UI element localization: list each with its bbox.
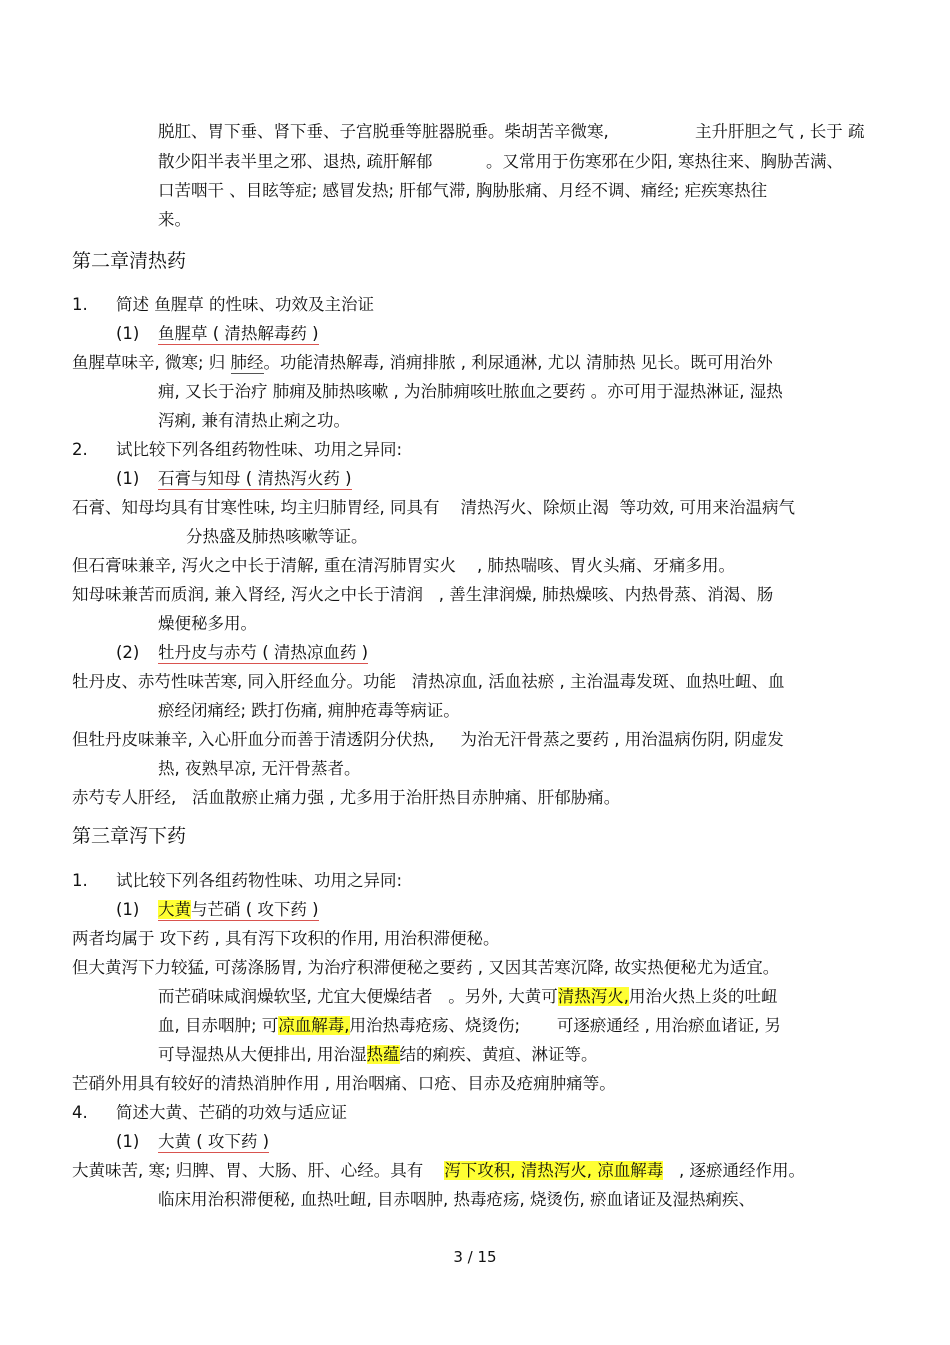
sub-heading: 大黄与芒硝 ( 攻下药 ) <box>158 900 319 919</box>
text-line: 血, 目赤咽肿; 可凉血解毒,用治热毒疮疡、烧烫伤; 可逐瘀通经 , 用治瘀血诸证, 另 <box>158 1016 782 1035</box>
sub-number: (1) <box>116 469 140 488</box>
text-line: 燥便秘多用。 <box>158 614 257 633</box>
question-text: 试比较下列各组药物性味、功用之异同: <box>116 440 403 459</box>
question-number: 4. <box>72 1103 88 1122</box>
text-line: 牡丹皮、赤芍性味苦寒, 同入肝经血分。功能 清热凉血, 活血祛瘀 , 主治温毒发斑、血热吐衄、血 <box>72 672 785 691</box>
text-line: 鱼腥草味辛, 微寒; 归 肺经。功能清热解毒, 消痈排脓 , 利尿通淋, 尤以 清肺热 见长。既可用治外 <box>72 353 773 372</box>
text-line: 可导湿热从大便排出, 用治湿热蕴结的痢疾、黄疸、淋证等。 <box>158 1045 598 1064</box>
sub-heading: 大黄 ( 攻下药 ) <box>158 1132 270 1151</box>
sub-number: (1) <box>116 900 140 919</box>
text-line: 而芒硝味咸润燥软坚, 尤宜大便燥结者 。另外, 大黄可清热泻火,用治火热上炎的吐衄 <box>158 987 778 1006</box>
text-line: 但牡丹皮味兼辛, 入心肝血分而善于清透阴分伏热, 为治无汗骨蒸之要药 , 用治温病伤阴, 阴虚发 <box>72 730 784 749</box>
text-line: 芒硝外用具有较好的清热消肿作用 , 用治咽痛、口疮、目赤及疮痈肿痛等。 <box>72 1074 616 1093</box>
text-line: 脱肛、胃下垂、肾下垂、子宫脱垂等脏器脱垂。柴胡苦辛微寒, <box>158 122 609 141</box>
text-line: 但石膏味兼辛, 泻火之中长于清解, 重在清泻肺胃实火 , 肺热喘咳、胃火头痛、牙痛多用。 <box>72 556 735 575</box>
text-line: 临床用治积滞便秘, 血热吐衄, 目赤咽肿, 热毒疮疡, 烧烫伤, 瘀血诸证及湿热痢疾、 <box>158 1190 755 1209</box>
question-text: 试比较下列各组药物性味、功用之异同: <box>116 871 403 890</box>
sub-heading: 鱼腥草 ( 清热解毒药 ) <box>158 324 319 343</box>
text-line: 赤芍专人肝经, 活血散瘀止痛力强 , 尤多用于治肝热目赤肿痛、肝郁胁痛。 <box>72 788 621 807</box>
text-line: 瘀经闭痛经; 跌打伤痛, 痈肿疮毒等病证。 <box>158 701 460 720</box>
text-line: 分热盛及肺热咳嗽等证。 <box>186 527 368 546</box>
text-line: 散少阳半表半里之邪、退热, 疏肝解郁 <box>158 152 433 171</box>
text-line: 石膏、知母均具有甘寒性味, 均主归肺胃经, 同具有 清热泻火、除烦止渴 等功效, 可用来治温病气 <box>72 498 795 517</box>
sub-heading: 牡丹皮与赤芍 ( 清热凉血药 ) <box>158 643 369 662</box>
text-line: 来。 <box>158 210 191 229</box>
sub-number: (2) <box>116 643 140 662</box>
text-line: 热, 夜熟早凉, 无汗骨蒸者。 <box>158 759 361 778</box>
text-line: 但大黄泻下力较猛, 可荡涤肠胃, 为治疗积滞便秘之要药 , 又因其苦寒沉降, 故实热便秘尤为适宜。 <box>72 958 780 977</box>
question-number: 1. <box>72 295 88 314</box>
text-line: 两者均属于 攻下药 , 具有泻下攻积的作用, 用治积滞便秘。 <box>72 929 500 948</box>
question-text: 简述 鱼腥草 的性味、功效及主治证 <box>116 295 374 314</box>
sub-number: (1) <box>116 324 140 343</box>
text-line: 泻痢, 兼有清热止痢之功。 <box>158 411 350 430</box>
question-number: 2. <box>72 440 88 459</box>
text-line: 大黄味苦, 寒; 归脾、胃、大肠、肝、心经。具有 泻下攻积, 清热泻火, 凉血解毒 , 逐瘀通经作用。 <box>72 1161 806 1180</box>
chapter-title: 第二章清热药 <box>72 250 187 272</box>
text-line: 知母味兼苦而质润, 兼入肾经, 泻火之中长于清润 , 善生津润燥, 肺热燥咳、内热骨蒸、消渴、肠 <box>72 585 774 604</box>
text-line: 口苦咽干 、目眩等症; 感冒发热; 肝郁气滞, 胸胁胀痛、月经不调、痛经; 疟疾寒热往 <box>158 181 768 200</box>
text-line: 。又常用于伤寒邪在少阳, 寒热往来、胸胁苦满、 <box>486 152 843 171</box>
question-number: 1. <box>72 871 88 890</box>
sub-heading: 石膏与知母 ( 清热泻火药 ) <box>158 469 352 488</box>
page-number: 3 / 15 <box>453 1248 497 1266</box>
sub-number: (1) <box>116 1132 140 1151</box>
text-line: 主升肝胆之气 , 长于 疏 <box>695 122 865 141</box>
chapter-title: 第三章泻下药 <box>72 825 187 847</box>
question-text: 简述大黄、芒硝的功效与适应证 <box>116 1103 347 1122</box>
text-line: 痈, 又长于治疗 肺痈及肺热咳嗽 , 为治肺痈咳吐脓血之要药 。亦可用于湿热淋证, 湿热 <box>158 382 783 401</box>
